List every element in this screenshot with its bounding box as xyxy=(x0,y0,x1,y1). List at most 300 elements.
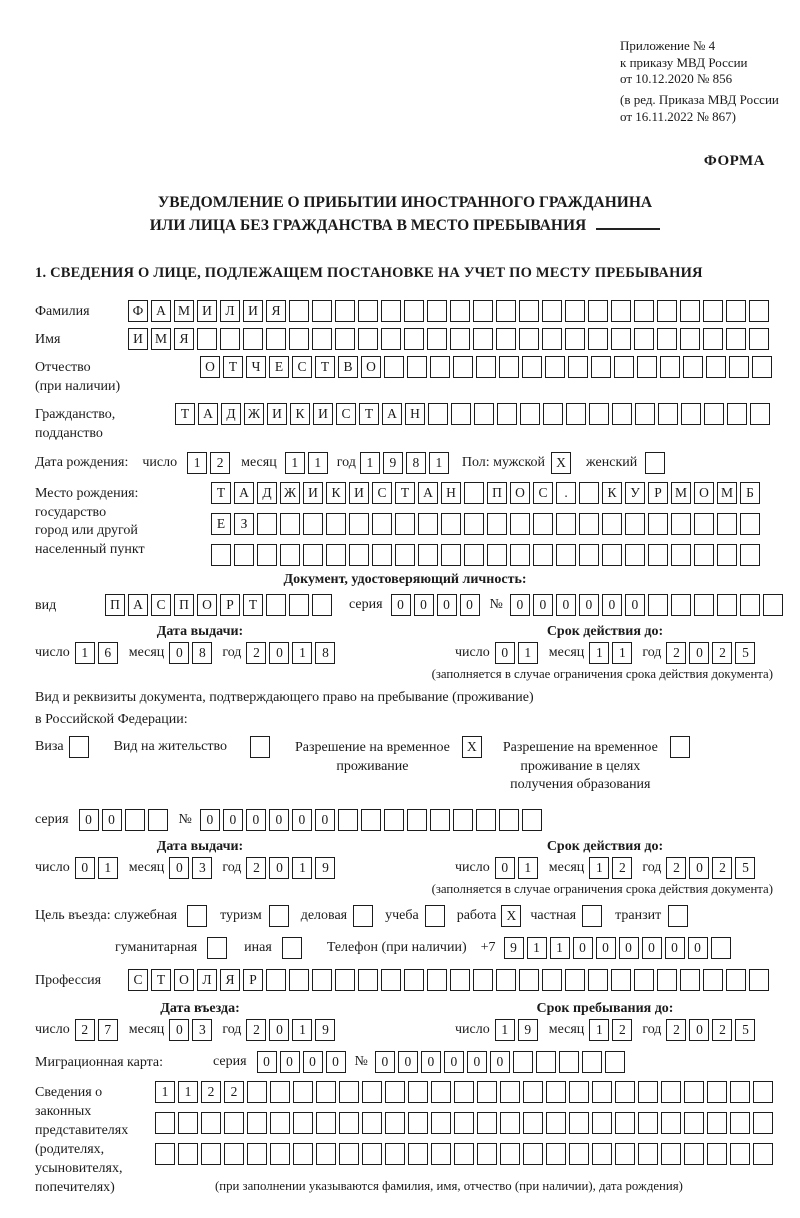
doc-number-cell[interactable] xyxy=(671,594,691,616)
surname-cell[interactable] xyxy=(473,300,493,322)
birth-year-cell[interactable]: 8 xyxy=(406,452,426,474)
legal-reps-cell[interactable]: 2 xyxy=(201,1081,221,1103)
doc-valid-month-cell[interactable]: 1 xyxy=(589,642,609,664)
surname-cell[interactable] xyxy=(657,300,677,322)
profession-cell[interactable] xyxy=(565,969,585,991)
stay-year-cell[interactable]: 2 xyxy=(712,1019,732,1041)
entry-year-cell[interactable]: 0 xyxy=(269,1019,289,1041)
doc-series-cell[interactable]: 0 xyxy=(391,594,411,616)
birthplace-cell[interactable]: Е xyxy=(211,513,231,535)
permit-issue-year-cell[interactable]: 2 xyxy=(246,857,266,879)
name-cell[interactable] xyxy=(335,328,355,350)
birthplace-cell[interactable]: П xyxy=(487,482,507,504)
citizenship-cell[interactable] xyxy=(497,403,517,425)
entry-year-cell[interactable]: 9 xyxy=(315,1019,335,1041)
legal-reps-cell[interactable] xyxy=(224,1143,244,1165)
doc-issue-day-cell[interactable]: 1 xyxy=(75,642,95,664)
legal-reps-cell[interactable] xyxy=(270,1112,290,1134)
phone-digit-cell[interactable]: 0 xyxy=(573,937,593,959)
mig-number-cell[interactable] xyxy=(536,1051,556,1073)
purpose-work-checkbox[interactable]: X xyxy=(501,905,521,927)
permit-number-cell[interactable] xyxy=(430,809,450,831)
permit-number-cell[interactable]: 0 xyxy=(269,809,289,831)
permit-series-cell[interactable] xyxy=(148,809,168,831)
surname-cell[interactable]: И xyxy=(243,300,263,322)
birthplace-cell[interactable]: Т xyxy=(395,482,415,504)
mig-number-cell[interactable] xyxy=(513,1051,533,1073)
legal-reps-cell[interactable]: 1 xyxy=(178,1081,198,1103)
profession-cell[interactable]: С xyxy=(128,969,148,991)
birthplace-cell[interactable] xyxy=(671,513,691,535)
mig-number-cell[interactable]: 0 xyxy=(444,1051,464,1073)
doc-valid-year-cell[interactable]: 2 xyxy=(712,642,732,664)
profession-cell[interactable]: Я xyxy=(220,969,240,991)
legal-reps-cell[interactable] xyxy=(523,1081,543,1103)
surname-cell[interactable] xyxy=(358,300,378,322)
legal-reps-cell[interactable] xyxy=(707,1143,727,1165)
permit-issue-day-cell[interactable]: 0 xyxy=(75,857,95,879)
birthplace-cell[interactable] xyxy=(326,544,346,566)
birthplace-cell[interactable]: Н xyxy=(441,482,461,504)
mig-series-cell[interactable]: 0 xyxy=(326,1051,346,1073)
doc-valid-year-cell[interactable]: 5 xyxy=(735,642,755,664)
name-cell[interactable] xyxy=(611,328,631,350)
entry-year-cell[interactable]: 2 xyxy=(246,1019,266,1041)
profession-cell[interactable] xyxy=(680,969,700,991)
mig-number-cell[interactable]: 0 xyxy=(375,1051,395,1073)
citizenship-cell[interactable] xyxy=(704,403,724,425)
birth-year-cell[interactable]: 1 xyxy=(360,452,380,474)
doc-issue-month-cell[interactable]: 8 xyxy=(192,642,212,664)
legal-reps-cell[interactable] xyxy=(385,1112,405,1134)
birthplace-cell[interactable] xyxy=(326,513,346,535)
citizenship-cell[interactable] xyxy=(474,403,494,425)
permit-number-cell[interactable]: 0 xyxy=(223,809,243,831)
legal-reps-cell[interactable] xyxy=(362,1143,382,1165)
permit-number-cell[interactable] xyxy=(361,809,381,831)
legal-reps-cell[interactable] xyxy=(454,1112,474,1134)
patronymic-cell[interactable]: О xyxy=(200,356,220,378)
permit-issue-day-cell[interactable]: 1 xyxy=(98,857,118,879)
profession-cell[interactable]: О xyxy=(174,969,194,991)
permit-number-cell[interactable] xyxy=(407,809,427,831)
permit-series-cell[interactable]: 0 xyxy=(79,809,99,831)
patronymic-cell[interactable] xyxy=(752,356,772,378)
name-cell[interactable] xyxy=(680,328,700,350)
doc-series-cell[interactable]: 0 xyxy=(460,594,480,616)
profession-cell[interactable] xyxy=(611,969,631,991)
birthplace-cell[interactable] xyxy=(510,544,530,566)
birthplace-cell[interactable] xyxy=(533,513,553,535)
legal-reps-cell[interactable] xyxy=(523,1143,543,1165)
doc-issue-year-cell[interactable]: 8 xyxy=(315,642,335,664)
birthplace-cell[interactable] xyxy=(556,544,576,566)
doc-kind-cell[interactable]: П xyxy=(174,594,194,616)
permit-number-cell[interactable] xyxy=(522,809,542,831)
patronymic-cell[interactable] xyxy=(683,356,703,378)
doc-number-cell[interactable]: 0 xyxy=(556,594,576,616)
legal-reps-cell[interactable] xyxy=(339,1081,359,1103)
stay-year-cell[interactable]: 2 xyxy=(666,1019,686,1041)
patronymic-cell[interactable] xyxy=(430,356,450,378)
patronymic-cell[interactable]: Ч xyxy=(246,356,266,378)
birthplace-cell[interactable] xyxy=(579,513,599,535)
mig-number-cell[interactable]: 0 xyxy=(490,1051,510,1073)
legal-reps-cell[interactable] xyxy=(592,1112,612,1134)
name-cell[interactable] xyxy=(220,328,240,350)
surname-cell[interactable] xyxy=(496,300,516,322)
doc-issue-year-cell[interactable]: 1 xyxy=(292,642,312,664)
legal-reps-cell[interactable] xyxy=(293,1081,313,1103)
surname-cell[interactable] xyxy=(565,300,585,322)
mig-number-cell[interactable] xyxy=(605,1051,625,1073)
legal-reps-cell[interactable] xyxy=(247,1143,267,1165)
mig-number-cell[interactable] xyxy=(559,1051,579,1073)
name-cell[interactable] xyxy=(726,328,746,350)
birthplace-cell[interactable] xyxy=(257,513,277,535)
stay-month-cell[interactable]: 2 xyxy=(612,1019,632,1041)
doc-issue-year-cell[interactable]: 2 xyxy=(246,642,266,664)
patronymic-cell[interactable] xyxy=(384,356,404,378)
doc-valid-month-cell[interactable]: 1 xyxy=(612,642,632,664)
male-checkbox[interactable]: X xyxy=(551,452,571,474)
legal-reps-cell[interactable] xyxy=(500,1081,520,1103)
doc-number-cell[interactable] xyxy=(763,594,783,616)
legal-reps-cell[interactable] xyxy=(500,1112,520,1134)
birthplace-cell[interactable]: О xyxy=(510,482,530,504)
phone-digit-cell[interactable]: 0 xyxy=(688,937,708,959)
citizenship-cell[interactable] xyxy=(681,403,701,425)
profession-cell[interactable] xyxy=(749,969,769,991)
doc-number-cell[interactable] xyxy=(740,594,760,616)
permit-valid-year-cell[interactable]: 2 xyxy=(666,857,686,879)
birthplace-cell[interactable] xyxy=(579,482,599,504)
birthplace-cell[interactable] xyxy=(303,513,323,535)
legal-reps-cell[interactable] xyxy=(661,1081,681,1103)
legal-reps-cell[interactable] xyxy=(431,1112,451,1134)
citizenship-cell[interactable]: А xyxy=(198,403,218,425)
permit-number-cell[interactable] xyxy=(453,809,473,831)
birthplace-cell[interactable] xyxy=(717,544,737,566)
birthplace-cell[interactable] xyxy=(602,544,622,566)
doc-kind-cell[interactable]: А xyxy=(128,594,148,616)
doc-series-cell[interactable]: 0 xyxy=(437,594,457,616)
birthplace-cell[interactable] xyxy=(740,544,760,566)
legal-reps-cell[interactable] xyxy=(408,1081,428,1103)
legal-reps-cell[interactable] xyxy=(546,1112,566,1134)
profession-cell[interactable]: Т xyxy=(151,969,171,991)
female-checkbox[interactable] xyxy=(645,452,665,474)
doc-kind-cell[interactable] xyxy=(312,594,332,616)
mig-series-cell[interactable]: 0 xyxy=(257,1051,277,1073)
profession-cell[interactable] xyxy=(496,969,516,991)
birthplace-cell[interactable]: И xyxy=(303,482,323,504)
citizenship-cell[interactable]: И xyxy=(267,403,287,425)
name-cell[interactable] xyxy=(289,328,309,350)
citizenship-cell[interactable] xyxy=(520,403,540,425)
stay-year-cell[interactable]: 5 xyxy=(735,1019,755,1041)
surname-cell[interactable] xyxy=(749,300,769,322)
patronymic-cell[interactable]: С xyxy=(292,356,312,378)
legal-reps-cell[interactable] xyxy=(247,1081,267,1103)
doc-number-cell[interactable]: 0 xyxy=(510,594,530,616)
profession-cell[interactable] xyxy=(634,969,654,991)
surname-cell[interactable] xyxy=(634,300,654,322)
doc-number-cell[interactable] xyxy=(694,594,714,616)
birthplace-cell[interactable] xyxy=(418,513,438,535)
legal-reps-cell[interactable] xyxy=(316,1143,336,1165)
patronymic-cell[interactable]: О xyxy=(361,356,381,378)
name-cell[interactable] xyxy=(358,328,378,350)
birthplace-cell[interactable] xyxy=(717,513,737,535)
birthplace-cell[interactable]: С xyxy=(372,482,392,504)
phone-digit-cell[interactable]: 1 xyxy=(527,937,547,959)
name-cell[interactable]: И xyxy=(128,328,148,350)
birthplace-cell[interactable] xyxy=(648,544,668,566)
birth-year-cell[interactable]: 9 xyxy=(383,452,403,474)
patronymic-cell[interactable] xyxy=(729,356,749,378)
legal-reps-cell[interactable] xyxy=(247,1112,267,1134)
doc-series-cell[interactable]: 0 xyxy=(414,594,434,616)
profession-cell[interactable] xyxy=(588,969,608,991)
surname-cell[interactable] xyxy=(542,300,562,322)
legal-reps-cell[interactable] xyxy=(638,1143,658,1165)
birthplace-cell[interactable]: С xyxy=(533,482,553,504)
surname-cell[interactable] xyxy=(703,300,723,322)
doc-number-cell[interactable] xyxy=(717,594,737,616)
surname-cell[interactable]: А xyxy=(151,300,171,322)
legal-reps-cell[interactable] xyxy=(385,1143,405,1165)
doc-kind-cell[interactable]: П xyxy=(105,594,125,616)
citizenship-cell[interactable] xyxy=(589,403,609,425)
legal-reps-cell[interactable] xyxy=(730,1143,750,1165)
permit-number-cell[interactable] xyxy=(384,809,404,831)
mig-number-cell[interactable]: 0 xyxy=(398,1051,418,1073)
permit-number-cell[interactable]: 0 xyxy=(315,809,335,831)
birthplace-cell[interactable] xyxy=(280,513,300,535)
birthplace-cell[interactable] xyxy=(395,544,415,566)
permit-valid-day-cell[interactable]: 1 xyxy=(518,857,538,879)
permit-series-cell[interactable] xyxy=(125,809,145,831)
name-cell[interactable] xyxy=(703,328,723,350)
doc-number-cell[interactable]: 0 xyxy=(625,594,645,616)
name-cell[interactable] xyxy=(657,328,677,350)
citizenship-cell[interactable]: Н xyxy=(405,403,425,425)
name-cell[interactable] xyxy=(473,328,493,350)
citizenship-cell[interactable] xyxy=(543,403,563,425)
permit-number-cell[interactable]: 0 xyxy=(246,809,266,831)
birthplace-cell[interactable] xyxy=(556,513,576,535)
birthplace-cell[interactable] xyxy=(533,544,553,566)
patronymic-cell[interactable]: Т xyxy=(315,356,335,378)
surname-cell[interactable]: Л xyxy=(220,300,240,322)
citizenship-cell[interactable] xyxy=(566,403,586,425)
permit-issue-year-cell[interactable]: 0 xyxy=(269,857,289,879)
legal-reps-cell[interactable] xyxy=(707,1112,727,1134)
birthplace-cell[interactable]: М xyxy=(671,482,691,504)
citizenship-cell[interactable]: С xyxy=(336,403,356,425)
citizenship-cell[interactable] xyxy=(658,403,678,425)
birthplace-cell[interactable] xyxy=(464,482,484,504)
birthplace-cell[interactable] xyxy=(303,544,323,566)
profession-cell[interactable] xyxy=(312,969,332,991)
surname-cell[interactable] xyxy=(519,300,539,322)
temp-permit-checkbox[interactable]: X xyxy=(462,736,482,758)
permit-issue-year-cell[interactable]: 1 xyxy=(292,857,312,879)
doc-valid-year-cell[interactable]: 0 xyxy=(689,642,709,664)
legal-reps-cell[interactable] xyxy=(155,1143,175,1165)
legal-reps-cell[interactable] xyxy=(500,1143,520,1165)
legal-reps-cell[interactable] xyxy=(431,1081,451,1103)
patronymic-cell[interactable]: В xyxy=(338,356,358,378)
citizenship-cell[interactable] xyxy=(612,403,632,425)
surname-cell[interactable]: Ф xyxy=(128,300,148,322)
doc-kind-cell[interactable] xyxy=(266,594,286,616)
stay-month-cell[interactable]: 1 xyxy=(589,1019,609,1041)
name-cell[interactable] xyxy=(542,328,562,350)
permit-number-cell[interactable] xyxy=(338,809,358,831)
citizenship-cell[interactable]: А xyxy=(382,403,402,425)
entry-month-cell[interactable]: 3 xyxy=(192,1019,212,1041)
birthplace-cell[interactable] xyxy=(395,513,415,535)
legal-reps-cell[interactable] xyxy=(339,1112,359,1134)
doc-valid-year-cell[interactable]: 2 xyxy=(666,642,686,664)
surname-cell[interactable] xyxy=(427,300,447,322)
doc-kind-cell[interactable] xyxy=(289,594,309,616)
name-cell[interactable] xyxy=(519,328,539,350)
surname-cell[interactable] xyxy=(381,300,401,322)
permit-valid-month-cell[interactable]: 1 xyxy=(589,857,609,879)
legal-reps-cell[interactable] xyxy=(362,1112,382,1134)
profession-cell[interactable] xyxy=(404,969,424,991)
name-cell[interactable] xyxy=(404,328,424,350)
birthplace-cell[interactable]: А xyxy=(418,482,438,504)
legal-reps-cell[interactable] xyxy=(615,1112,635,1134)
legal-reps-cell[interactable] xyxy=(661,1143,681,1165)
legal-reps-cell[interactable] xyxy=(684,1081,704,1103)
birth-month-cell[interactable]: 1 xyxy=(285,452,305,474)
birthplace-cell[interactable] xyxy=(234,544,254,566)
profession-cell[interactable] xyxy=(703,969,723,991)
birthplace-cell[interactable] xyxy=(740,513,760,535)
visa-checkbox[interactable] xyxy=(69,736,89,758)
legal-reps-cell[interactable] xyxy=(615,1143,635,1165)
permit-valid-year-cell[interactable]: 0 xyxy=(689,857,709,879)
permit-series-cell[interactable]: 0 xyxy=(102,809,122,831)
doc-number-cell[interactable]: 0 xyxy=(533,594,553,616)
surname-cell[interactable] xyxy=(450,300,470,322)
profession-cell[interactable]: Р xyxy=(243,969,263,991)
legal-reps-cell[interactable] xyxy=(730,1081,750,1103)
profession-cell[interactable] xyxy=(726,969,746,991)
purpose-tourism-checkbox[interactable] xyxy=(269,905,289,927)
legal-reps-cell[interactable] xyxy=(408,1112,428,1134)
legal-reps-cell[interactable] xyxy=(270,1081,290,1103)
purpose-study-checkbox[interactable] xyxy=(425,905,445,927)
profession-cell[interactable] xyxy=(358,969,378,991)
patronymic-cell[interactable] xyxy=(453,356,473,378)
birthplace-cell[interactable]: Д xyxy=(257,482,277,504)
patronymic-cell[interactable] xyxy=(545,356,565,378)
profession-cell[interactable] xyxy=(289,969,309,991)
citizenship-cell[interactable]: И xyxy=(313,403,333,425)
entry-day-cell[interactable]: 7 xyxy=(98,1019,118,1041)
birthplace-cell[interactable]: Ж xyxy=(280,482,300,504)
legal-reps-cell[interactable] xyxy=(477,1143,497,1165)
name-cell[interactable] xyxy=(381,328,401,350)
legal-reps-cell[interactable] xyxy=(615,1081,635,1103)
patronymic-cell[interactable]: Е xyxy=(269,356,289,378)
surname-cell[interactable] xyxy=(404,300,424,322)
birthplace-cell[interactable]: Б xyxy=(740,482,760,504)
profession-cell[interactable] xyxy=(542,969,562,991)
purpose-other-checkbox[interactable] xyxy=(282,937,302,959)
purpose-business-checkbox[interactable] xyxy=(353,905,373,927)
profession-cell[interactable] xyxy=(427,969,447,991)
profession-cell[interactable] xyxy=(381,969,401,991)
birthplace-cell[interactable]: З xyxy=(234,513,254,535)
phone-digit-cell[interactable]: 0 xyxy=(642,937,662,959)
birthplace-cell[interactable]: Р xyxy=(648,482,668,504)
permit-issue-month-cell[interactable]: 3 xyxy=(192,857,212,879)
birth-year-cell[interactable]: 1 xyxy=(429,452,449,474)
stay-day-cell[interactable]: 9 xyxy=(518,1019,538,1041)
mig-number-cell[interactable]: 0 xyxy=(467,1051,487,1073)
birthplace-cell[interactable] xyxy=(487,513,507,535)
name-cell[interactable]: Я xyxy=(174,328,194,350)
patronymic-cell[interactable] xyxy=(522,356,542,378)
birthplace-cell[interactable] xyxy=(280,544,300,566)
permit-number-cell[interactable] xyxy=(476,809,496,831)
purpose-humanitarian-checkbox[interactable] xyxy=(207,937,227,959)
legal-reps-cell[interactable] xyxy=(362,1081,382,1103)
legal-reps-cell[interactable]: 1 xyxy=(155,1081,175,1103)
citizenship-cell[interactable] xyxy=(750,403,770,425)
legal-reps-cell[interactable] xyxy=(155,1112,175,1134)
patronymic-cell[interactable] xyxy=(637,356,657,378)
birthplace-cell[interactable] xyxy=(257,544,277,566)
name-cell[interactable] xyxy=(496,328,516,350)
permit-issue-year-cell[interactable]: 9 xyxy=(315,857,335,879)
legal-reps-cell[interactable] xyxy=(569,1143,589,1165)
permit-valid-year-cell[interactable]: 5 xyxy=(735,857,755,879)
birthplace-cell[interactable] xyxy=(418,544,438,566)
name-cell[interactable] xyxy=(312,328,332,350)
surname-cell[interactable]: И xyxy=(197,300,217,322)
patronymic-cell[interactable] xyxy=(591,356,611,378)
surname-cell[interactable] xyxy=(588,300,608,322)
name-cell[interactable] xyxy=(634,328,654,350)
profession-cell[interactable] xyxy=(335,969,355,991)
profession-cell[interactable] xyxy=(473,969,493,991)
legal-reps-cell[interactable] xyxy=(684,1143,704,1165)
citizenship-cell[interactable] xyxy=(428,403,448,425)
birthplace-cell[interactable] xyxy=(694,544,714,566)
purpose-transit-checkbox[interactable] xyxy=(668,905,688,927)
legal-reps-cell[interactable] xyxy=(546,1081,566,1103)
birthplace-cell[interactable] xyxy=(625,513,645,535)
mig-series-cell[interactable]: 0 xyxy=(280,1051,300,1073)
name-cell[interactable]: М xyxy=(151,328,171,350)
birthplace-cell[interactable] xyxy=(510,513,530,535)
legal-reps-cell[interactable] xyxy=(270,1143,290,1165)
patronymic-cell[interactable] xyxy=(660,356,680,378)
doc-number-cell[interactable]: 0 xyxy=(579,594,599,616)
residence-permit-checkbox[interactable] xyxy=(250,736,270,758)
mig-series-cell[interactable]: 0 xyxy=(303,1051,323,1073)
permit-valid-month-cell[interactable]: 2 xyxy=(612,857,632,879)
birthplace-cell[interactable] xyxy=(372,544,392,566)
